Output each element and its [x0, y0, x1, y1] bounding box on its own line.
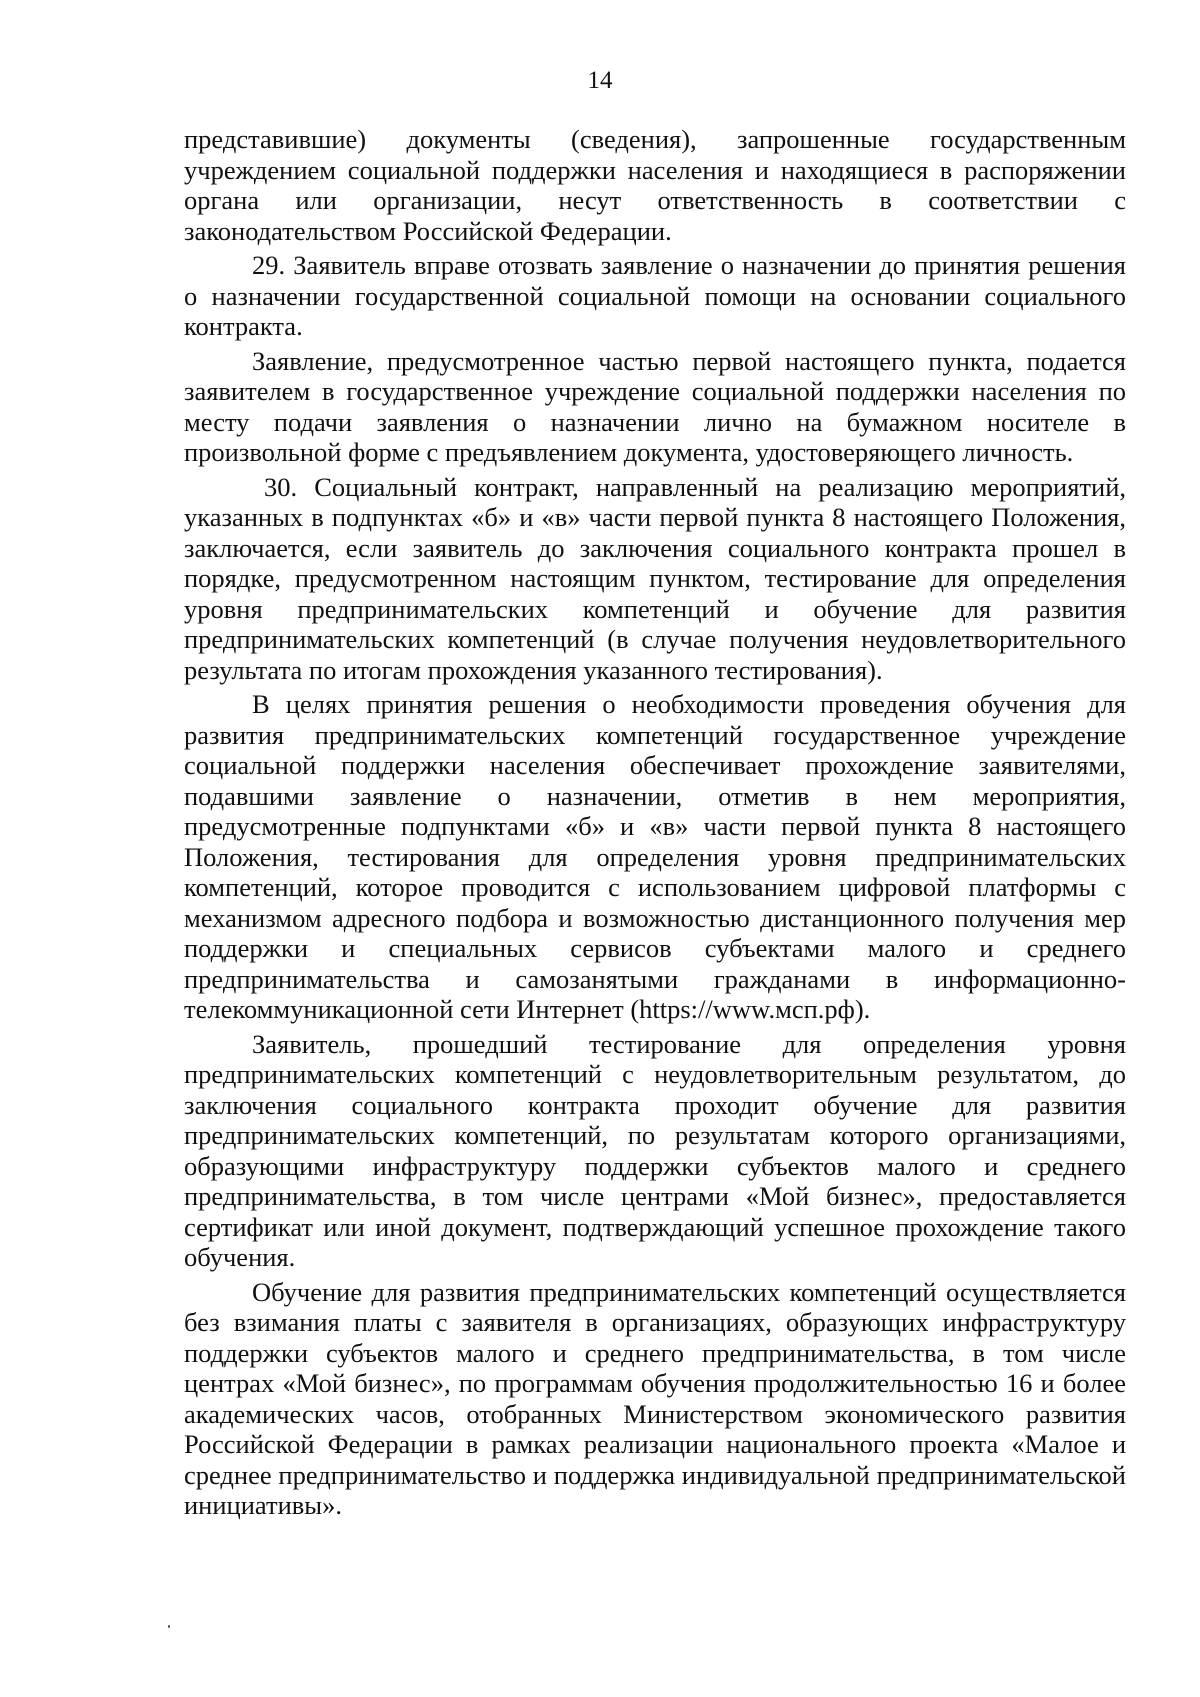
paragraph-item-30-part-4: Обучение для развития предпринимательских компетенций осуществляется без взимания платы с заявителя в организациях, образующих инфраструктуру поддержки субъектов малого и среднего предпринимательства, в том числе центрах «Мой бизнес», по программам обучения продолжительностью 16 и более академических часов, отобранных Министерством экономического развития Российской Федерации в рамках реализации национального проекта «Малое и среднее предпринимательство и поддержка индивидуальной предпринимательской инициативы». — [184, 1276, 1126, 1520]
paragraph-item-30-part-2: В целях принятия решения о необходимости проведения обучения для развития предпринимательских компетенций государственное учреждение социальной поддержки населения обеспечивает прохождение заявителями, подавшими заявление о назначении, отметив в нем мероприятия, предусмотренные подпунктами «б» и «в» части первой пункта 8 настоящего Положения, тестирования для определения уровня предпринимательских компетенций, которое проводится с использованием цифровой платформы с механизмом адресного подбора и возможностью дистанционного получения мер поддержки и специальных сервисов субъектами малого и среднего предпринимательства и самозанятыми гражданами в информационно-телекоммуникационной сети Интернет (https://www.мсп.рф). — [184, 689, 1126, 1024]
document-body — [184, 124, 1126, 1525]
paragraph-item-30-part-3: Заявитель, прошедший тестирование для определения уровня предпринимательских компетенций с неудовлетворительным результатом, до заключения социального контракта проходит обучение для развития предпринимательских компетенций, по результатам которого организациями, образующими инфраструктуру поддержки субъектов малого и среднего предпринимательства, в том числе центрами «Мой бизнес», предоставляется сертификат или иной документ, подтверждающий успешное прохождение такого обучения. — [184, 1028, 1126, 1272]
paragraph-item-30: 30. Социальный контракт, направленный на реализацию мероприятий, указанных в подпунктах «б» и «в» части первой пункта 8 настоящего Положения, заключается, если заявитель до заключения социального контракта прошел в порядке, предусмотренном настоящим пунктом, тестирование для определения уровня предпринимательских компетенций и обучение для развития предпринимательских компетенций (в случае получения неудовлетворительного результата по итогам прохождения указанного тестирования). — [184, 471, 1126, 685]
paragraph-item-29: 29. Заявитель вправе отозвать заявление о назначении до принятия решения о назначении государственной социальной помощи на основании социального контракта. — [184, 250, 1126, 341]
scan-speck — [168, 1625, 170, 1628]
page-number: 14 — [587, 67, 613, 94]
paragraph-item-29-part-2: Заявление, предусмотренное частью первой настоящего пункта, подается заявителем в государственное учреждение социальной поддержки населения по месту подачи заявления о назначении лично на бумажном носителе в произвольной форме с предъявлением документа, удостоверяющего личность. — [184, 345, 1126, 467]
paragraph-continuation: представившие) документы (сведения), запрошенные государственным учреждением социальной поддержки населения и находящиеся в распоряжении органа или организации, несут ответственность в соответствии с законодательством Российской Федерации. — [184, 124, 1126, 246]
